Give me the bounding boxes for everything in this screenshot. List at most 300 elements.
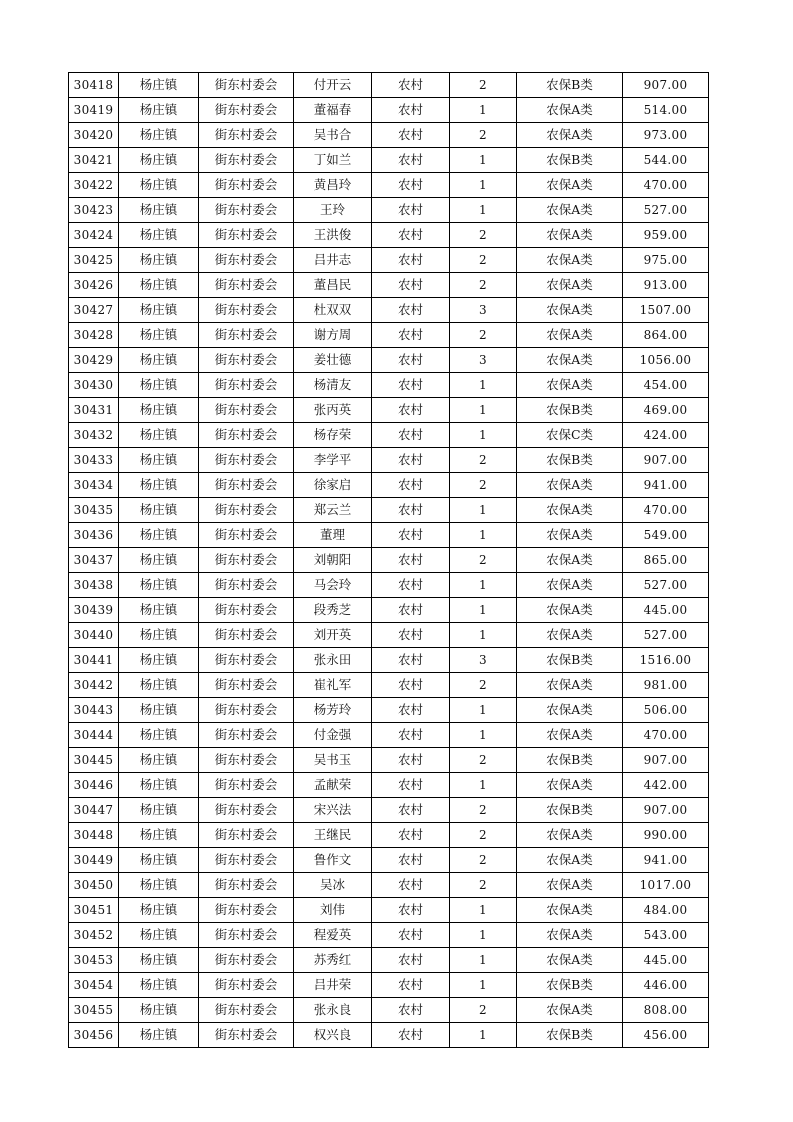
village-cell: 街东村委会 [199, 148, 294, 173]
table-row [69, 723, 709, 748]
amount-cell: 514.00 [623, 98, 709, 123]
amount-cell: 527.00 [623, 623, 709, 648]
village-cell: 街东村委会 [199, 573, 294, 598]
member-count-cell: 1 [450, 923, 517, 948]
table-row [69, 148, 709, 173]
record-id: 30445 [69, 748, 119, 773]
member-count-cell: 2 [450, 123, 517, 148]
table-row [69, 798, 709, 823]
record-id: 30431 [69, 398, 119, 423]
village-cell: 街东村委会 [199, 923, 294, 948]
member-count-cell: 1 [450, 1023, 517, 1048]
category-cell: 农保A类 [517, 873, 623, 898]
household-type-cell: 农村 [372, 773, 450, 798]
category-cell: 农保B类 [517, 748, 623, 773]
table-row [69, 523, 709, 548]
member-count-cell: 2 [450, 473, 517, 498]
household-type-cell: 农村 [372, 198, 450, 223]
name-cell: 丁如兰 [294, 148, 372, 173]
name-cell: 张丙英 [294, 398, 372, 423]
amount-cell: 543.00 [623, 923, 709, 948]
name-cell: 刘伟 [294, 898, 372, 923]
town-cell: 杨庄镇 [119, 73, 199, 98]
town-cell: 杨庄镇 [119, 248, 199, 273]
amount-cell: 865.00 [623, 548, 709, 573]
record-id: 30422 [69, 173, 119, 198]
record-id: 30426 [69, 273, 119, 298]
member-count-cell: 2 [450, 998, 517, 1023]
town-cell: 杨庄镇 [119, 298, 199, 323]
amount-cell: 469.00 [623, 398, 709, 423]
town-cell: 杨庄镇 [119, 548, 199, 573]
household-type-cell: 农村 [372, 848, 450, 873]
town-cell: 杨庄镇 [119, 523, 199, 548]
table-row [69, 773, 709, 798]
name-cell: 苏秀红 [294, 948, 372, 973]
record-id: 30428 [69, 323, 119, 348]
town-cell: 杨庄镇 [119, 573, 199, 598]
amount-cell: 445.00 [623, 598, 709, 623]
household-type-cell: 农村 [372, 823, 450, 848]
amount-cell: 544.00 [623, 148, 709, 173]
household-type-cell: 农村 [372, 123, 450, 148]
amount-cell: 470.00 [623, 498, 709, 523]
amount-cell: 527.00 [623, 573, 709, 598]
record-id: 30430 [69, 373, 119, 398]
town-cell: 杨庄镇 [119, 673, 199, 698]
village-cell: 街东村委会 [199, 1023, 294, 1048]
record-id: 30447 [69, 798, 119, 823]
household-type-cell: 农村 [372, 748, 450, 773]
record-id: 30435 [69, 498, 119, 523]
category-cell: 农保A类 [517, 598, 623, 623]
record-id: 30453 [69, 948, 119, 973]
table-row [69, 173, 709, 198]
record-id: 30442 [69, 673, 119, 698]
household-type-cell: 农村 [372, 1023, 450, 1048]
household-type-cell: 农村 [372, 698, 450, 723]
household-type-cell: 农村 [372, 598, 450, 623]
record-id: 30452 [69, 923, 119, 948]
town-cell: 杨庄镇 [119, 398, 199, 423]
amount-cell: 973.00 [623, 123, 709, 148]
village-cell: 街东村委会 [199, 898, 294, 923]
amount-cell: 959.00 [623, 223, 709, 248]
amount-cell: 445.00 [623, 948, 709, 973]
name-cell: 徐家启 [294, 473, 372, 498]
category-cell: 农保A类 [517, 323, 623, 348]
household-type-cell: 农村 [372, 623, 450, 648]
category-cell: 农保A类 [517, 198, 623, 223]
amount-cell: 549.00 [623, 523, 709, 548]
household-type-cell: 农村 [372, 948, 450, 973]
name-cell: 鲁作文 [294, 848, 372, 873]
town-cell: 杨庄镇 [119, 373, 199, 398]
household-type-cell: 农村 [372, 873, 450, 898]
name-cell: 程爱英 [294, 923, 372, 948]
category-cell: 农保B类 [517, 398, 623, 423]
village-cell: 街东村委会 [199, 648, 294, 673]
table-row [69, 973, 709, 998]
village-cell: 街东村委会 [199, 748, 294, 773]
table-row [69, 648, 709, 673]
name-cell: 黄昌玲 [294, 173, 372, 198]
category-cell: 农保A类 [517, 998, 623, 1023]
household-type-cell: 农村 [372, 223, 450, 248]
table-row [69, 273, 709, 298]
village-cell: 街东村委会 [199, 273, 294, 298]
town-cell: 杨庄镇 [119, 948, 199, 973]
village-cell: 街东村委会 [199, 398, 294, 423]
category-cell: 农保A类 [517, 573, 623, 598]
household-type-cell: 农村 [372, 398, 450, 423]
town-cell: 杨庄镇 [119, 223, 199, 248]
table-row [69, 823, 709, 848]
amount-cell: 456.00 [623, 1023, 709, 1048]
category-cell: 农保A类 [517, 223, 623, 248]
member-count-cell: 1 [450, 498, 517, 523]
household-type-cell: 农村 [372, 173, 450, 198]
table-row [69, 198, 709, 223]
name-cell: 郑云兰 [294, 498, 372, 523]
town-cell: 杨庄镇 [119, 98, 199, 123]
table-row [69, 323, 709, 348]
name-cell: 吕井荣 [294, 973, 372, 998]
household-type-cell: 农村 [372, 923, 450, 948]
village-cell: 街东村委会 [199, 798, 294, 823]
name-cell: 王继民 [294, 823, 372, 848]
name-cell: 付开云 [294, 73, 372, 98]
household-type-cell: 农村 [372, 648, 450, 673]
name-cell: 杜双双 [294, 298, 372, 323]
member-count-cell: 1 [450, 948, 517, 973]
amount-cell: 470.00 [623, 723, 709, 748]
name-cell: 张永田 [294, 648, 372, 673]
name-cell: 杨清友 [294, 373, 372, 398]
table-row [69, 748, 709, 773]
record-id: 30419 [69, 98, 119, 123]
name-cell: 吴书合 [294, 123, 372, 148]
household-type-cell: 农村 [372, 573, 450, 598]
village-cell: 街东村委会 [199, 223, 294, 248]
town-cell: 杨庄镇 [119, 848, 199, 873]
table-row [69, 123, 709, 148]
record-id: 30421 [69, 148, 119, 173]
category-cell: 农保A类 [517, 473, 623, 498]
name-cell: 孟献荣 [294, 773, 372, 798]
record-id: 30423 [69, 198, 119, 223]
table-row [69, 348, 709, 373]
name-cell: 崔礼军 [294, 673, 372, 698]
table-row [69, 98, 709, 123]
name-cell: 杨存荣 [294, 423, 372, 448]
village-cell: 街东村委会 [199, 73, 294, 98]
village-cell: 街东村委会 [199, 848, 294, 873]
name-cell: 刘开英 [294, 623, 372, 648]
village-cell: 街东村委会 [199, 473, 294, 498]
amount-cell: 527.00 [623, 198, 709, 223]
table-row [69, 223, 709, 248]
village-cell: 街东村委会 [199, 548, 294, 573]
amount-cell: 990.00 [623, 823, 709, 848]
amount-cell: 1507.00 [623, 298, 709, 323]
table-row [69, 473, 709, 498]
table-row [69, 623, 709, 648]
amount-cell: 913.00 [623, 273, 709, 298]
name-cell: 姜壮德 [294, 348, 372, 373]
name-cell: 谢方周 [294, 323, 372, 348]
amount-cell: 941.00 [623, 848, 709, 873]
category-cell: 农保A类 [517, 98, 623, 123]
category-cell: 农保A类 [517, 523, 623, 548]
member-count-cell: 1 [450, 898, 517, 923]
name-cell: 王玲 [294, 198, 372, 223]
member-count-cell: 2 [450, 798, 517, 823]
town-cell: 杨庄镇 [119, 873, 199, 898]
category-cell: 农保A类 [517, 923, 623, 948]
name-cell: 董理 [294, 523, 372, 548]
member-count-cell: 2 [450, 248, 517, 273]
village-cell: 街东村委会 [199, 348, 294, 373]
category-cell: 农保A类 [517, 548, 623, 573]
amount-cell: 981.00 [623, 673, 709, 698]
town-cell: 杨庄镇 [119, 448, 199, 473]
member-count-cell: 2 [450, 73, 517, 98]
category-cell: 农保A类 [517, 848, 623, 873]
category-cell: 农保A类 [517, 698, 623, 723]
member-count-cell: 1 [450, 373, 517, 398]
name-cell: 杨芳玲 [294, 698, 372, 723]
member-count-cell: 1 [450, 98, 517, 123]
table-row [69, 448, 709, 473]
town-cell: 杨庄镇 [119, 973, 199, 998]
household-type-cell: 农村 [372, 73, 450, 98]
town-cell: 杨庄镇 [119, 823, 199, 848]
village-cell: 街东村委会 [199, 823, 294, 848]
village-cell: 街东村委会 [199, 623, 294, 648]
town-cell: 杨庄镇 [119, 123, 199, 148]
category-cell: 农保A类 [517, 773, 623, 798]
amount-cell: 1056.00 [623, 348, 709, 373]
village-cell: 街东村委会 [199, 998, 294, 1023]
town-cell: 杨庄镇 [119, 748, 199, 773]
village-cell: 街东村委会 [199, 873, 294, 898]
record-id: 30446 [69, 773, 119, 798]
table-row [69, 548, 709, 573]
town-cell: 杨庄镇 [119, 473, 199, 498]
category-cell: 农保B类 [517, 1023, 623, 1048]
table-row [69, 898, 709, 923]
member-count-cell: 1 [450, 148, 517, 173]
town-cell: 杨庄镇 [119, 198, 199, 223]
category-cell: 农保A类 [517, 298, 623, 323]
record-id: 30424 [69, 223, 119, 248]
amount-cell: 907.00 [623, 448, 709, 473]
name-cell: 李学平 [294, 448, 372, 473]
town-cell: 杨庄镇 [119, 723, 199, 748]
table-row [69, 248, 709, 273]
household-type-cell: 农村 [372, 298, 450, 323]
member-count-cell: 3 [450, 648, 517, 673]
member-count-cell: 1 [450, 523, 517, 548]
table-row [69, 498, 709, 523]
table-row [69, 598, 709, 623]
member-count-cell: 1 [450, 773, 517, 798]
village-cell: 街东村委会 [199, 448, 294, 473]
category-cell: 农保B类 [517, 648, 623, 673]
name-cell: 段秀芝 [294, 598, 372, 623]
household-type-cell: 农村 [372, 548, 450, 573]
household-type-cell: 农村 [372, 898, 450, 923]
record-id: 30450 [69, 873, 119, 898]
household-type-cell: 农村 [372, 323, 450, 348]
town-cell: 杨庄镇 [119, 898, 199, 923]
table-row [69, 573, 709, 598]
category-cell: 农保B类 [517, 73, 623, 98]
category-cell: 农保A类 [517, 348, 623, 373]
record-id: 30434 [69, 473, 119, 498]
member-count-cell: 1 [450, 423, 517, 448]
member-count-cell: 1 [450, 723, 517, 748]
record-id: 30449 [69, 848, 119, 873]
record-id: 30440 [69, 623, 119, 648]
category-cell: 农保A类 [517, 898, 623, 923]
village-cell: 街东村委会 [199, 673, 294, 698]
town-cell: 杨庄镇 [119, 173, 199, 198]
member-count-cell: 2 [450, 873, 517, 898]
household-type-cell: 农村 [372, 998, 450, 1023]
household-type-cell: 农村 [372, 448, 450, 473]
village-cell: 街东村委会 [199, 198, 294, 223]
table-row [69, 848, 709, 873]
member-count-cell: 1 [450, 598, 517, 623]
name-cell: 刘朝阳 [294, 548, 372, 573]
table-row [69, 998, 709, 1023]
household-type-cell: 农村 [372, 973, 450, 998]
household-type-cell: 农村 [372, 248, 450, 273]
village-cell: 街东村委会 [199, 373, 294, 398]
records-body [69, 73, 709, 1048]
records-table [68, 72, 709, 1048]
category-cell: 农保A类 [517, 373, 623, 398]
record-id: 30444 [69, 723, 119, 748]
record-id: 30418 [69, 73, 119, 98]
amount-cell: 808.00 [623, 998, 709, 1023]
amount-cell: 484.00 [623, 898, 709, 923]
name-cell: 王洪俊 [294, 223, 372, 248]
member-count-cell: 2 [450, 823, 517, 848]
category-cell: 农保B类 [517, 448, 623, 473]
amount-cell: 454.00 [623, 373, 709, 398]
name-cell: 吴冰 [294, 873, 372, 898]
member-count-cell: 1 [450, 623, 517, 648]
amount-cell: 442.00 [623, 773, 709, 798]
member-count-cell: 1 [450, 398, 517, 423]
name-cell: 吕井志 [294, 248, 372, 273]
village-cell: 街东村委会 [199, 298, 294, 323]
amount-cell: 506.00 [623, 698, 709, 723]
name-cell: 董福春 [294, 98, 372, 123]
member-count-cell: 2 [450, 323, 517, 348]
table-row [69, 398, 709, 423]
category-cell: 农保A类 [517, 498, 623, 523]
member-count-cell: 3 [450, 348, 517, 373]
member-count-cell: 2 [450, 448, 517, 473]
record-id: 30437 [69, 548, 119, 573]
town-cell: 杨庄镇 [119, 498, 199, 523]
record-id: 30455 [69, 998, 119, 1023]
member-count-cell: 1 [450, 973, 517, 998]
village-cell: 街东村委会 [199, 498, 294, 523]
village-cell: 街东村委会 [199, 248, 294, 273]
record-id: 30443 [69, 698, 119, 723]
town-cell: 杨庄镇 [119, 1023, 199, 1048]
household-type-cell: 农村 [372, 673, 450, 698]
table-row [69, 373, 709, 398]
household-type-cell: 农村 [372, 148, 450, 173]
household-type-cell: 农村 [372, 523, 450, 548]
name-cell: 权兴良 [294, 1023, 372, 1048]
member-count-cell: 2 [450, 848, 517, 873]
member-count-cell: 2 [450, 223, 517, 248]
amount-cell: 446.00 [623, 973, 709, 998]
village-cell: 街东村委会 [199, 523, 294, 548]
town-cell: 杨庄镇 [119, 798, 199, 823]
table-row [69, 1023, 709, 1048]
record-id: 30432 [69, 423, 119, 448]
town-cell: 杨庄镇 [119, 323, 199, 348]
village-cell: 街东村委会 [199, 973, 294, 998]
town-cell: 杨庄镇 [119, 423, 199, 448]
category-cell: 农保A类 [517, 123, 623, 148]
category-cell: 农保A类 [517, 823, 623, 848]
village-cell: 街东村委会 [199, 173, 294, 198]
town-cell: 杨庄镇 [119, 598, 199, 623]
town-cell: 杨庄镇 [119, 998, 199, 1023]
record-id: 30441 [69, 648, 119, 673]
amount-cell: 1017.00 [623, 873, 709, 898]
category-cell: 农保B类 [517, 798, 623, 823]
category-cell: 农保B类 [517, 148, 623, 173]
amount-cell: 975.00 [623, 248, 709, 273]
category-cell: 农保A类 [517, 173, 623, 198]
town-cell: 杨庄镇 [119, 648, 199, 673]
category-cell: 农保A类 [517, 723, 623, 748]
record-id: 30429 [69, 348, 119, 373]
town-cell: 杨庄镇 [119, 773, 199, 798]
category-cell: 农保C类 [517, 423, 623, 448]
household-type-cell: 农村 [372, 723, 450, 748]
village-cell: 街东村委会 [199, 948, 294, 973]
name-cell: 吴书玉 [294, 748, 372, 773]
table-row [69, 923, 709, 948]
record-id: 30433 [69, 448, 119, 473]
member-count-cell: 2 [450, 548, 517, 573]
household-type-cell: 农村 [372, 98, 450, 123]
town-cell: 杨庄镇 [119, 923, 199, 948]
name-cell: 宋兴法 [294, 798, 372, 823]
amount-cell: 941.00 [623, 473, 709, 498]
household-type-cell: 农村 [372, 373, 450, 398]
category-cell: 农保A类 [517, 248, 623, 273]
amount-cell: 907.00 [623, 798, 709, 823]
member-count-cell: 1 [450, 698, 517, 723]
record-id: 30448 [69, 823, 119, 848]
member-count-cell: 3 [450, 298, 517, 323]
category-cell: 农保A类 [517, 273, 623, 298]
member-count-cell: 1 [450, 198, 517, 223]
amount-cell: 1516.00 [623, 648, 709, 673]
